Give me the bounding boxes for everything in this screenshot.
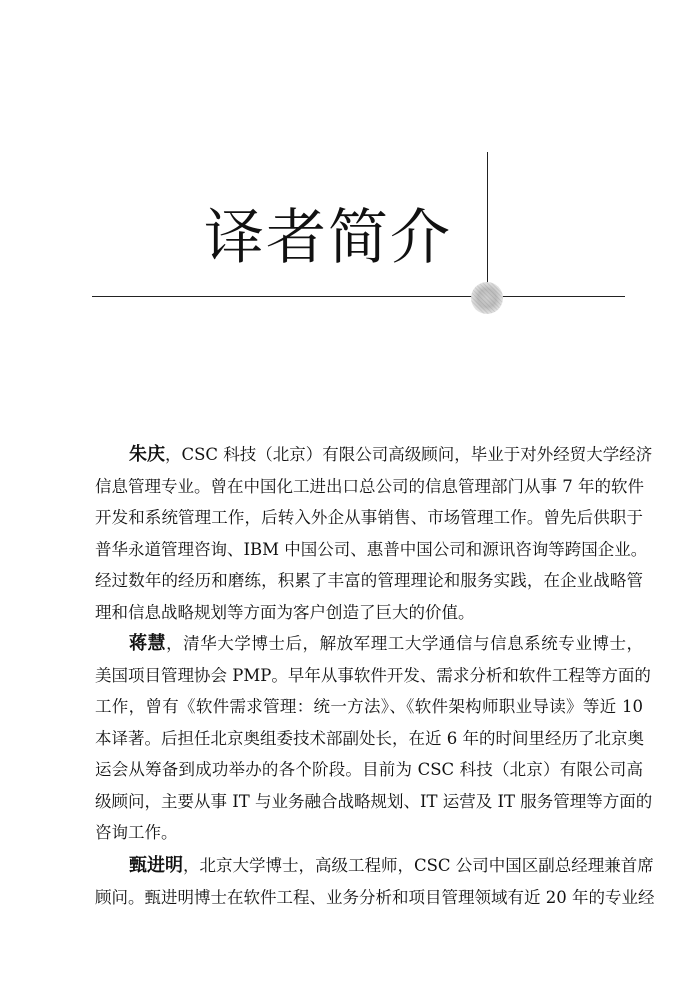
- bio-line: 甄进明，北京大学博士，高级工程师，CSC 公司中国区副总经理兼首席: [129, 855, 654, 876]
- bio-name: 朱庆: [129, 444, 165, 465]
- bio-line: 经过数年的经历和磨练，积累了丰富的管理理论和服务实践，在企业战略管: [95, 571, 643, 590]
- bio-zhen-jinming: [95, 850, 655, 913]
- bio-line: 咨询工作。: [95, 823, 178, 842]
- bio-line: 本译著。后担任北京奥组委技术部副处长，在近 6 年的时间里经历了北京奥: [95, 728, 644, 748]
- bio-line: 顾问。甄进明博士在软件工程、业务分析和项目管理领域有近 20 年的专业经: [95, 887, 655, 907]
- bio-zhu-qing: [95, 439, 653, 628]
- bio-line: 朱庆，CSC 科技（北京）有限公司高级顾问，毕业于对外经贸大学经济: [129, 444, 653, 465]
- page-title: 译者简介: [204, 203, 452, 273]
- bio-line: 理和信息战略规划等方面为客户创造了巨大的价值。: [95, 602, 475, 622]
- decorative-dot-icon: [471, 282, 503, 314]
- bio-line: 运会从筹备到成功举办的各个阶段。目前为 CSC 科技（北京）有限公司高: [95, 760, 643, 779]
- bio-line: 蒋慧，清华大学博士后，解放军理工大学通信与信息系统专业博士，: [129, 633, 644, 654]
- bio-line: 美国项目管理协会 PMP。早年从事软件开发、需求分析和软件工程等方面的: [95, 665, 651, 685]
- bio-line: 信息管理专业。曾在中国化工进出口总公司的信息管理部门从事 7 年的软件: [95, 476, 644, 496]
- bio-line: 工作，曾有《软件需求管理：统一方法》、《软件架构师职业导读》等近 10: [95, 697, 643, 716]
- bio-jiang-hui: [95, 628, 653, 849]
- bio-name: 甄进明: [129, 855, 183, 876]
- bio-name: 蒋慧: [129, 633, 167, 654]
- vertical-rule: [487, 152, 488, 294]
- bio-line: 级顾问，主要从事 IT 与业务融合战略规划、IT 运营及 IT 服务管理等方面的: [95, 791, 653, 811]
- bio-line: 开发和系统管理工作，后转入外企从事销售、市场管理工作。曾先后供职于: [95, 508, 643, 527]
- horizontal-rule: [92, 296, 625, 297]
- bio-line: 普华永道管理咨询、IBM 中国公司、惠普中国公司和源讯咨询等跨国企业。: [95, 539, 648, 559]
